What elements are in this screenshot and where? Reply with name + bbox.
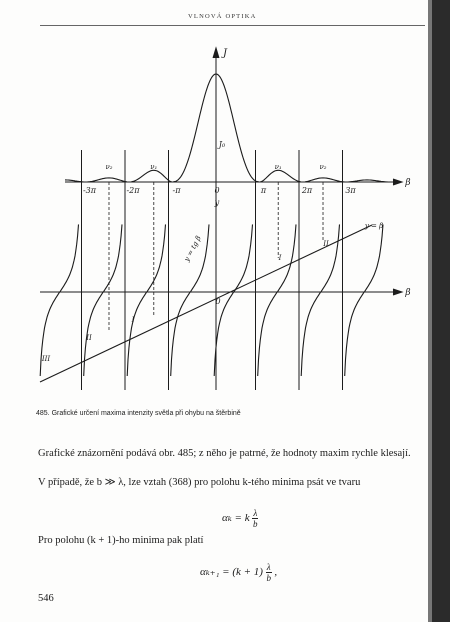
top-x-axis-arrow bbox=[393, 179, 402, 185]
formula-2-lhs: αₖ₊₁ = (k + 1) bbox=[200, 566, 263, 579]
tick-label-5: 2π bbox=[301, 186, 313, 195]
intersection-label-0: III bbox=[41, 355, 51, 363]
formula-1-numerator: λ bbox=[253, 508, 258, 518]
tangent-branch-0 bbox=[40, 224, 78, 376]
intersection-label-1: II bbox=[86, 334, 92, 342]
tick-label-2: -π bbox=[172, 186, 181, 195]
tangent-branch-2 bbox=[127, 224, 165, 376]
intersection-label-3: I bbox=[278, 254, 282, 262]
maximum-label-0: ν₂ bbox=[105, 163, 113, 171]
formula-kth-minimum bbox=[222, 508, 258, 529]
bottom-x-axis-arrow bbox=[393, 289, 402, 295]
top-x-axis-label: β bbox=[405, 178, 411, 188]
bottom-x-axis-label: β bbox=[405, 288, 411, 298]
header-rule bbox=[40, 25, 425, 26]
paragraph-1: Grafické znázornění podává obr. 485; z něho je patrné, že hodnoty maxim rychle klesají. bbox=[38, 448, 411, 459]
figure-caption: 485. Grafické určení maxima intenzity světla při ohybu na štěrbině bbox=[36, 410, 241, 417]
figure-485 bbox=[0, 30, 420, 400]
peak-label-J0: J₀ bbox=[218, 140, 226, 149]
maximum-label-2: ν₁ bbox=[274, 163, 282, 171]
formula-2-numerator: λ bbox=[266, 562, 271, 572]
tangent-branch-6 bbox=[301, 224, 339, 376]
tick-label-3: 0 bbox=[214, 186, 220, 195]
y-label: y bbox=[214, 198, 220, 207]
page-edge bbox=[428, 0, 450, 622]
page-number: 546 bbox=[38, 593, 54, 604]
formula-2-tail: , bbox=[274, 566, 278, 579]
tangent-branch-5 bbox=[258, 224, 296, 376]
maximum-label-1: ν₁ bbox=[150, 163, 158, 171]
line-y-equals-beta bbox=[40, 225, 372, 382]
tick-label-0: -3π bbox=[82, 186, 97, 195]
formula-k-plus-1-minimum bbox=[200, 562, 277, 583]
paragraph-2: V případě, že b ≫ λ, lze vztah (368) pro polohu k-tého minima psát ve tvaru bbox=[38, 477, 361, 488]
tick-label-4: π bbox=[260, 186, 267, 195]
paragraph-3: Pro polohu (k + 1)-ho minima pak platí bbox=[38, 535, 204, 546]
line-label: y = β bbox=[364, 222, 384, 230]
tangent-branch-7 bbox=[345, 224, 383, 376]
tangent-branch-1 bbox=[84, 224, 122, 376]
maximum-label-3: ν₂ bbox=[319, 163, 327, 171]
tick-label-1: -2π bbox=[126, 186, 140, 195]
intersection-label-4: II bbox=[323, 240, 329, 248]
y-axis-label-J: J bbox=[222, 48, 228, 59]
tangent-label: y = tg β bbox=[182, 234, 203, 263]
tick-label-6: 3π bbox=[345, 186, 356, 195]
formula-1-fraction bbox=[252, 508, 258, 529]
formula-2-denominator: b bbox=[266, 573, 271, 583]
formula-1-denominator: b bbox=[253, 519, 258, 529]
y-axis-arrow bbox=[213, 48, 219, 58]
running-head: VLNOVÁ OPTIKA bbox=[188, 13, 257, 20]
origin-label: 0 bbox=[215, 297, 221, 306]
formula-1-lhs: αₖ = k bbox=[222, 512, 250, 525]
intersection-label-2: I bbox=[131, 316, 135, 324]
formula-2-fraction bbox=[266, 562, 272, 583]
